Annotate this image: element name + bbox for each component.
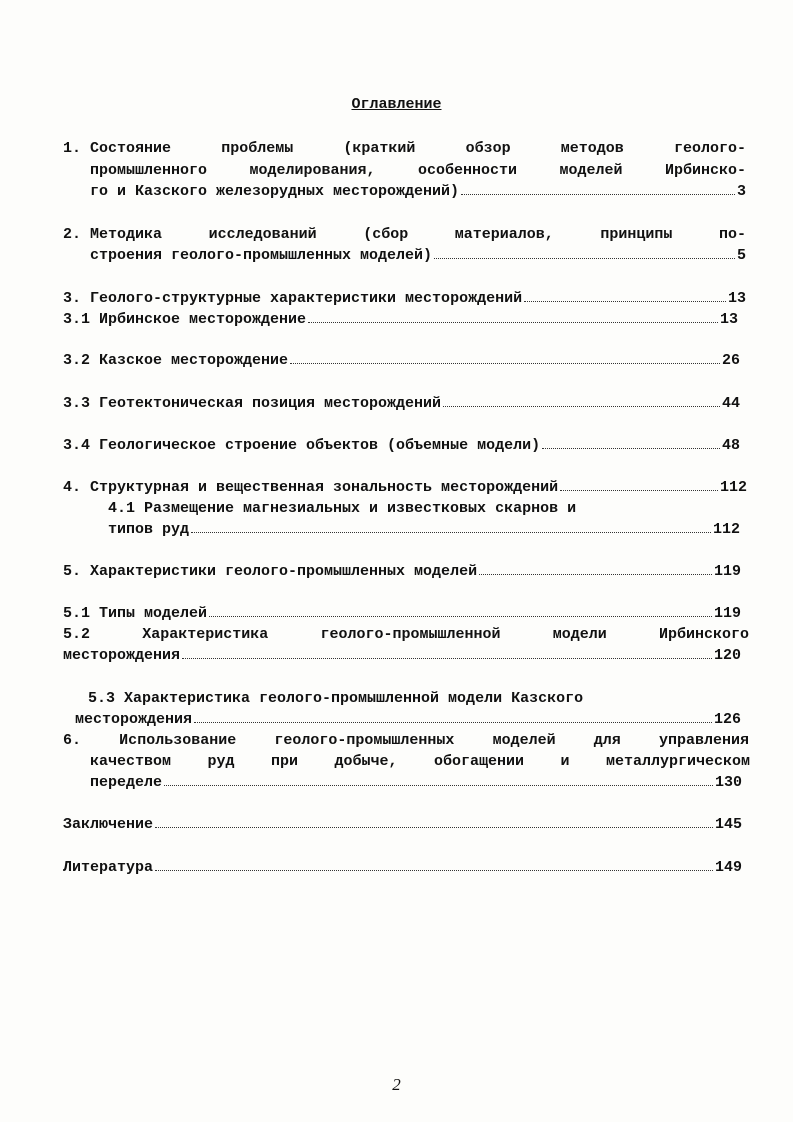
dot-leader: [443, 406, 720, 407]
toc-entry-text: переделе: [90, 774, 163, 791]
page-number: 2: [392, 1075, 401, 1094]
dot-leader: [308, 322, 718, 323]
toc-entry-text: 3.3 Геотектоническая позиция месторождений: [63, 395, 442, 412]
dot-leader: [155, 827, 713, 828]
dot-leader: [461, 194, 735, 195]
toc-entry-conclusion[interactable]: [63, 814, 742, 835]
toc-entry-text: 5. Характеристики геолого-промышленных моделей: [63, 563, 478, 580]
toc-entry-5[interactable]: [63, 561, 741, 582]
toc-entry-5-2-line-2[interactable]: [63, 645, 741, 666]
toc-page-number: 149: [714, 859, 742, 876]
dot-leader: [560, 490, 718, 491]
toc-page-number: 119: [713, 605, 741, 622]
toc-entry-1-line-2: промышленного моделирования, особенности моделей Ирбинско-: [90, 162, 746, 179]
toc-entry-5-3-line-2[interactable]: [75, 709, 741, 730]
toc-page-number: 48: [721, 437, 740, 454]
toc-entry-literature[interactable]: [63, 857, 742, 878]
toc-page-number: 119: [713, 563, 741, 580]
toc-entry-6-line-1: 6. Использование геолого-промышленных моделей для управления: [63, 732, 749, 749]
dot-leader: [524, 301, 726, 302]
toc-page-number: 126: [713, 711, 741, 728]
toc-page-number: 5: [736, 247, 746, 264]
toc-entry-text: 3. Геолого-структурные характеристики месторождений: [63, 290, 523, 307]
toc-entry-1-line-1: Состояние проблемы (краткий обзор методов геолого-: [90, 140, 746, 157]
toc-entry-2-line-2[interactable]: [90, 245, 746, 266]
toc-page-number: 112: [712, 521, 740, 538]
toc-entry-5-1[interactable]: [63, 603, 741, 624]
toc-entry-text: 3.1 Ирбинское месторождение: [63, 311, 307, 328]
toc-entry-5-2-line-1: 5.2 Характеристика геолого-промышленной модели Ирбинского: [63, 626, 749, 643]
toc-page-number: 130: [714, 774, 742, 791]
toc-page-number: 13: [719, 311, 738, 328]
toc-entry-text: строения геолого-промышленных моделей): [90, 247, 433, 264]
toc-entry-text: типов руд: [108, 521, 190, 538]
toc-entry-text: месторождения: [63, 647, 181, 664]
dot-leader: [479, 574, 712, 575]
toc-entry-text: 3.2 Казское месторождение: [63, 352, 289, 369]
dot-leader: [434, 258, 735, 259]
toc-entry-1-line-3[interactable]: [90, 181, 746, 202]
toc-entry-6-line-3[interactable]: [90, 772, 742, 793]
dot-leader: [191, 532, 711, 533]
toc-entry-4-1-line-2[interactable]: [108, 519, 740, 540]
toc-entry-3-1[interactable]: [63, 309, 738, 330]
toc-entry-text: месторождения: [75, 711, 193, 728]
toc-entry-3-4[interactable]: [63, 435, 740, 456]
toc-entry-text: го и Казского железорудных месторождений): [90, 183, 460, 200]
toc-page-number: 13: [727, 290, 746, 307]
toc-entry-5-3-line-1: 5.3 Характеристика геолого-промышленной модели Казского: [88, 690, 584, 707]
toc-entry-text: Заключение: [63, 816, 154, 833]
toc-page-number: 26: [721, 352, 740, 369]
dot-leader: [155, 870, 713, 871]
toc-entry-4-1-line-1: 4.1 Размещение магнезиальных и известковых скарнов и: [108, 500, 577, 517]
toc-entry-4[interactable]: [63, 477, 747, 498]
toc-page-number: 120: [713, 647, 741, 664]
toc-page-number: 112: [719, 479, 747, 496]
toc-entry-2-line-1: Методика исследований (сбор материалов, принципы по-: [90, 226, 746, 243]
page-title: Оглавление: [351, 96, 442, 113]
dot-leader: [164, 785, 713, 786]
toc-entry-3-2[interactable]: [63, 350, 740, 371]
toc-entry-2-number: 2.: [63, 226, 82, 243]
dot-leader: [182, 658, 712, 659]
toc-page-number: 44: [721, 395, 740, 412]
toc-entry-1-number: 1.: [63, 140, 82, 157]
dot-leader: [290, 363, 720, 364]
toc-page-number: 145: [714, 816, 742, 833]
toc-entry-6-line-2: качеством руд при добыче, обогащении и металлургическом: [90, 753, 750, 770]
toc-entry-text: Литература: [63, 859, 154, 876]
toc-entry-text: 5.1 Типы моделей: [63, 605, 208, 622]
toc-page-number: 3: [736, 183, 746, 200]
toc-entry-text: 3.4 Геологическое строение объектов (объемные модели): [63, 437, 541, 454]
toc-entry-3-3[interactable]: [63, 393, 740, 414]
toc-entry-3[interactable]: [63, 288, 746, 309]
toc-entry-text: 4. Структурная и вещественная зональность месторождений: [63, 479, 559, 496]
dot-leader: [209, 616, 712, 617]
dot-leader: [542, 448, 720, 449]
dot-leader: [194, 722, 712, 723]
